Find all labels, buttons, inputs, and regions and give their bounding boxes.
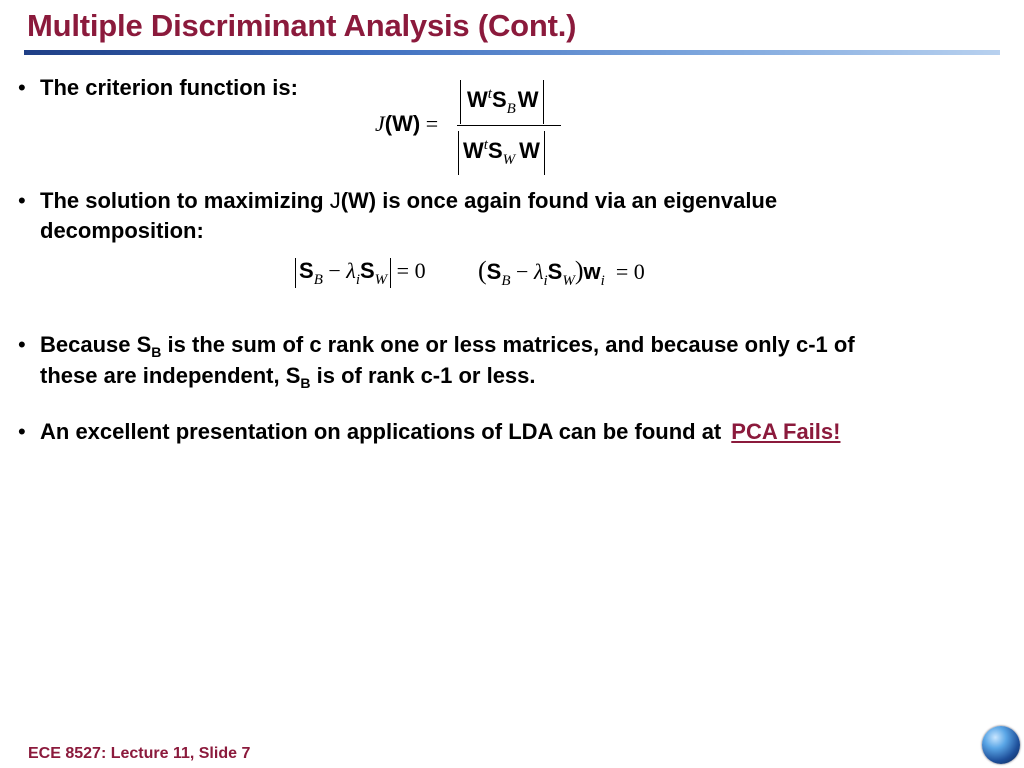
equation-lhs: J(W) = <box>375 111 439 136</box>
bullet-text: The criterion function is: <box>40 75 298 100</box>
bullet-text: is of rank c-1 or less. <box>310 363 536 388</box>
bullet-text: these are independent, S <box>40 363 301 388</box>
bullet-dot: • <box>18 75 26 100</box>
bullet-text: (W) is once again found via an eigenvalue <box>340 188 778 213</box>
equation-denominator: $W^tS_W$ W <box>458 131 545 173</box>
bullet-dot: • <box>18 188 26 213</box>
pca-fails-link[interactable]: PCA Fails! <box>731 419 841 444</box>
bullet-text: The solution to maximizing <box>40 188 330 213</box>
bullet-dot: • <box>18 419 26 444</box>
equation-eigen-vector: $(S_B - \lambda_iS_W)w_i = 0$ <box>478 256 645 289</box>
equation-eigen-det: $S_B - \lambda_iS_W = 0$ <box>295 256 426 289</box>
subscript: B <box>300 375 311 391</box>
bullet-text: decomposition: <box>40 218 204 243</box>
bullet-text: An excellent presentation on applications of LDA can be found at <box>40 419 722 444</box>
title-underline <box>24 50 1000 55</box>
fraction-line <box>457 125 561 126</box>
bullet-dot: • <box>18 332 26 357</box>
bullet-text: Because S <box>40 332 152 357</box>
equation-numerator: $W^tS_BW$ <box>460 80 544 122</box>
globe-logo-icon <box>982 726 1020 764</box>
subscript: B <box>151 344 162 360</box>
bullet-text-j: J <box>329 188 341 213</box>
bullet-text: is the sum of c rank one or less matrices, and because only c-1 of <box>161 332 855 357</box>
slide-footer: ECE 8527: Lecture 11, Slide 7 <box>28 745 251 762</box>
slide-title: Multiple Discriminant Analysis (Cont.) <box>27 8 577 43</box>
